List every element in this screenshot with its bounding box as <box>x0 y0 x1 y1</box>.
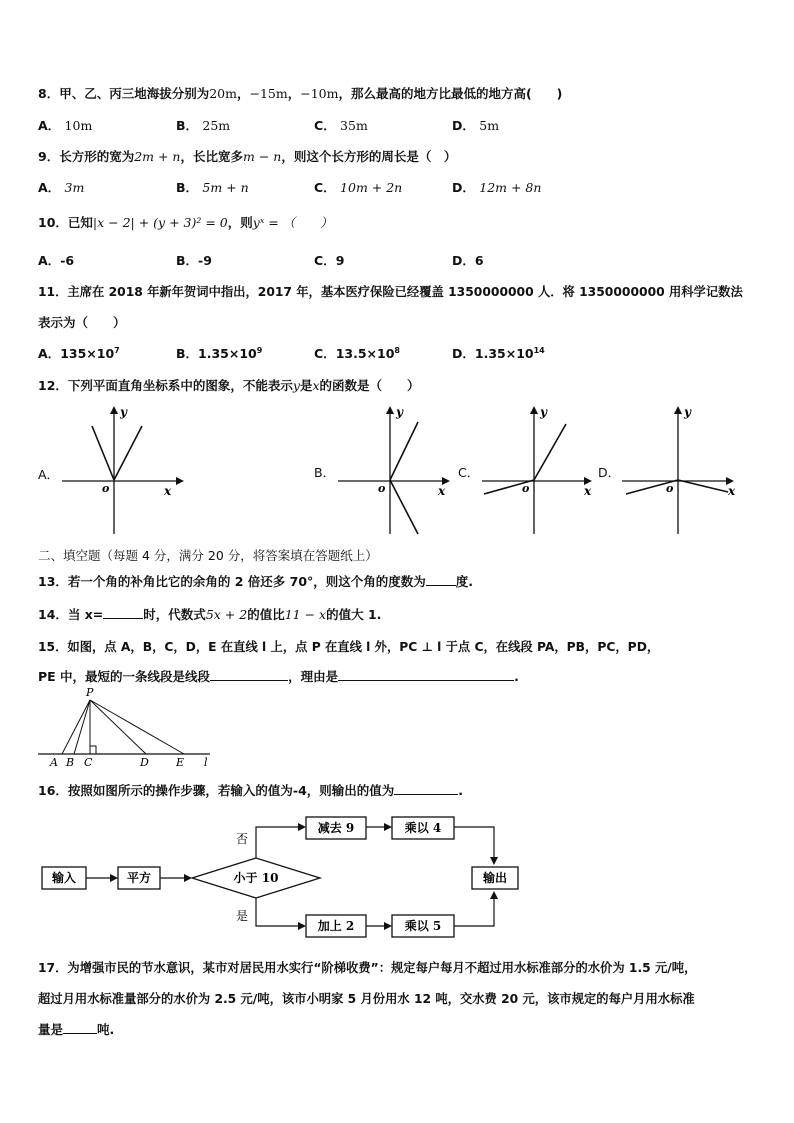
svg-text:否: 否 <box>236 832 249 846</box>
q11-line-2: 表示为（ ） <box>38 315 126 330</box>
q11-option-d: D．$1.35\times 10^{14}$ <box>452 345 545 361</box>
q8-option-b: B． 25m <box>176 118 231 133</box>
svg-text:乘以 5: 乘以 5 <box>404 919 442 933</box>
q13-answer-blank <box>426 573 456 586</box>
q12-graph-b <box>336 400 456 540</box>
q15-figure <box>34 684 214 770</box>
svg-text:x: x <box>728 484 736 498</box>
svg-text:x: x <box>584 484 592 498</box>
q8-stem: 8．甲、乙、丙三地海拔分别为20m，−15m，−10m，那么最高的地方比最低的地方高( ) <box>38 86 563 101</box>
q9-option-c: C． 10m + 2n <box>314 180 403 195</box>
q17-line-1: 17．为增强市民的节水意识，某市对居民用水实行“阶梯收费”：规定每户每月不超过用水标准部分的水价为 1.5 元/吨， <box>38 961 697 975</box>
svg-text:o: o <box>666 482 674 495</box>
q12-graph-a <box>58 400 188 540</box>
q15-line-2: PE 中，最短的一条线段是线段 ，理由是 . <box>38 669 519 684</box>
q10-power-expr: yˣ = （ ） <box>252 215 333 230</box>
svg-text:y: y <box>684 405 691 419</box>
q10-option-b: B．-9 <box>176 253 212 268</box>
svg-text:y: y <box>120 405 127 419</box>
svg-text:l: l <box>204 756 208 769</box>
q9-option-b: B． 5m + n <box>176 180 249 195</box>
svg-text:P: P <box>86 686 94 699</box>
q17-line-2: 超过月用水标准量部分的水价为 2.5 元/吨，该市小明家 5 月份用水 12 吨，交水费 20 元，该市规定的每户月用水标准 <box>38 992 695 1006</box>
q12-label-c: C． <box>458 465 480 480</box>
q16-flowchart <box>36 810 536 940</box>
q14-answer-blank <box>103 606 143 619</box>
svg-text:A: A <box>50 756 58 769</box>
q8-option-d: D． 5m <box>452 118 500 133</box>
svg-text:x: x <box>438 484 446 498</box>
q16-answer-blank <box>394 782 458 795</box>
q8-option-c: C． 35m <box>314 118 368 133</box>
q10-option-a: A．-6 <box>38 253 75 268</box>
q11-option-c: C．$13.5\times 10^8$ <box>314 345 400 361</box>
q15-answer-blank-2 <box>338 668 514 681</box>
svg-text:D: D <box>140 756 149 769</box>
q10-option-c: C．9 <box>314 253 345 268</box>
section-heading-fill-in: 二、填空题（每题 4 分，满分 20 分，将答案填在答题纸上） <box>38 548 378 563</box>
q11-option-b: B．$1.35\times 10^9$ <box>176 345 263 361</box>
q9-option-d: D． 12m + 8n <box>452 180 542 195</box>
q12-graph-d <box>620 400 744 540</box>
q8-value-2: −15m <box>249 86 288 101</box>
svg-text:B: B <box>66 756 75 769</box>
svg-text:输入: 输入 <box>51 871 77 885</box>
svg-text:x: x <box>164 484 172 498</box>
q12-label-d: D． <box>598 465 621 480</box>
q9-width-expr: 2m + n <box>134 149 181 164</box>
svg-text:平方: 平方 <box>126 871 152 885</box>
q17-answer-blank <box>63 1021 97 1034</box>
q16-stem: 16．按照如图所示的操作步骤，若输入的值为-4，则输出的值为 . <box>38 783 464 798</box>
svg-text:是: 是 <box>236 909 249 923</box>
svg-text:输出: 输出 <box>482 871 508 885</box>
svg-text:y: y <box>396 405 403 419</box>
q17-line-3: 量是 吨. <box>38 1022 115 1037</box>
svg-text:o: o <box>102 482 110 495</box>
q8-value-1: 20m <box>209 86 237 101</box>
q12-graph-c <box>480 400 600 540</box>
q15-line-1: 15．如图，点 A，B，C，D，E 在直线 l 上，点 P 在直线 l 外，PC ⊥ l 于点 C，在线段 PA，PB，PC，PD， <box>38 640 660 654</box>
svg-text:y: y <box>540 405 547 419</box>
q11-line-1: 11．主席在 2018 年新年贺词中指出，2017 年，基本医疗保险已经覆盖 1350000000 人．将 1350000000 用科学记数法 <box>38 285 743 299</box>
q10-equation: |x − 2| + (y + 3)² = 0 <box>92 215 228 230</box>
q12-label-b: B． <box>314 465 336 480</box>
q14-stem: 14．当 x= 时，代数式5x + 2的值比11 − x的值大 1. <box>38 607 382 622</box>
svg-text:减去 9: 减去 9 <box>317 821 355 835</box>
q13-stem: 13．若一个角的补角比它的余角的 2 倍还多 70°，则这个角的度数为 度. <box>38 574 474 589</box>
q8-value-3: −10m <box>300 86 339 101</box>
q10-stem: 10．已知|x − 2| + (y + 3)² = 0，则yˣ = （ ） <box>38 215 333 230</box>
svg-text:加上 2: 加上 2 <box>317 919 355 933</box>
q8-option-a: A． 10m <box>38 118 93 133</box>
q12-stem: 12．下列平面直角坐标系中的图象，不能表示y是x的函数是（ ） <box>38 378 420 393</box>
q9-diff-expr: m − n <box>243 149 282 164</box>
svg-text:o: o <box>378 482 386 495</box>
q10-option-d: D．6 <box>452 253 484 268</box>
svg-text:E: E <box>176 756 185 769</box>
q9-stem: 9．长方形的宽为2m + n，长比宽多m − n，则这个长方形的周长是（ ） <box>38 149 457 164</box>
q9-option-a: A． 3m <box>38 180 85 195</box>
svg-text:o: o <box>522 482 530 495</box>
q15-answer-blank-1 <box>210 668 288 681</box>
q11-option-a: A．$135\times 10^7$ <box>38 345 120 361</box>
q12-label-a: A． <box>38 467 60 482</box>
svg-text:乘以 4: 乘以 4 <box>404 821 442 835</box>
svg-text:C: C <box>84 756 93 769</box>
svg-text:小于 10: 小于 10 <box>233 871 279 885</box>
